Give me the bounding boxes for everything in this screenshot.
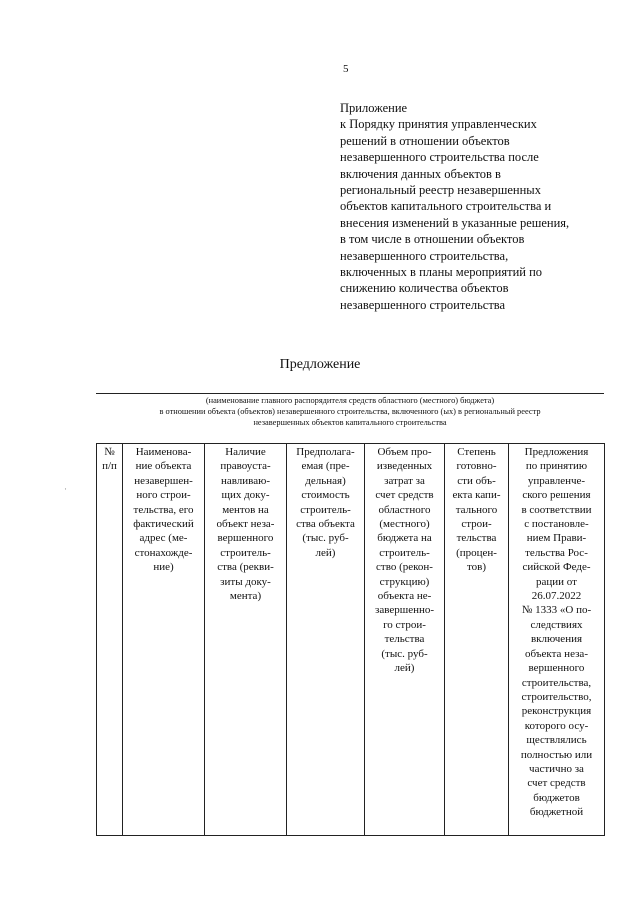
header-cell-line: ние)	[153, 561, 174, 574]
appendix-line: к Порядку принятия управленческих	[340, 117, 537, 132]
appendix-line: незавершенного строительства,	[340, 248, 509, 263]
header-cell-number	[97, 444, 123, 836]
header-cell-readiness	[445, 444, 509, 836]
header-cell-line: фактический	[133, 518, 194, 531]
header-cell-line: струкцию)	[379, 575, 430, 588]
header-cell-line: строитель-	[300, 503, 351, 516]
header-cell-line: ства (рекви-	[217, 561, 274, 574]
appendix-line: объектов капитального строительства и	[340, 199, 552, 214]
header-cell-line: (местного)	[379, 518, 430, 531]
header-cell-line: навливаю-	[220, 474, 270, 487]
header-cell-line: № 1333 «О по-	[521, 604, 592, 617]
header-cell-line: строительство,	[521, 690, 592, 703]
appendix-line: снижению количества объектов	[340, 281, 509, 296]
header-cell-line: го строи-	[383, 618, 426, 631]
caption-line: в отношении объекта (объектов) незавершенного строительства, включенного (ых) в региональный реестр	[159, 407, 541, 416]
header-cell-line: завершенно-	[374, 604, 435, 617]
header-cell-documents	[205, 444, 287, 836]
header-cell-line: 26.07.2022	[531, 590, 582, 603]
header-cell-proposals	[509, 444, 605, 836]
header-cell-line: сти объ-	[457, 474, 496, 487]
table-header-row	[97, 444, 605, 836]
header-cell-line: управленче-	[527, 474, 586, 487]
header-cell-line: тельства	[456, 532, 497, 545]
header-cell-line: сийской Феде-	[522, 561, 591, 574]
header-cell-line: строи-	[461, 518, 492, 531]
header-cell-object-name	[123, 444, 205, 836]
header-cell-line: ного строи-	[136, 489, 191, 502]
header-cell-line: п/п	[102, 460, 117, 473]
header-cell-line: счет средств	[375, 489, 434, 502]
header-cell-line: областного	[378, 503, 431, 516]
header-cell-line: Объем про-	[377, 446, 432, 458]
header-cell-line: объект неза-	[216, 518, 275, 531]
header-cell-line: лей)	[315, 546, 336, 559]
header-cell-line: стоимость	[301, 489, 350, 502]
header-cell-line: ства объекта	[296, 518, 355, 531]
header-cell-line: (процен-	[456, 546, 497, 559]
header-cell-line: включения	[530, 633, 583, 646]
header-cell-line: ство (рекон-	[376, 561, 433, 574]
header-cell-line: Наименова-	[135, 446, 192, 458]
appendix-line: решений в отношении объектов	[340, 133, 510, 148]
header-cell-line: затрат за	[384, 474, 425, 487]
header-cell-line: зиты доку-	[220, 575, 271, 588]
appendix-line: включения данных объектов в	[340, 166, 501, 181]
appendix-line: незавершенного строительства	[340, 297, 506, 312]
header-cell-line: частично за	[529, 762, 584, 775]
appendix-line: незавершенного строительства после	[340, 150, 539, 165]
header-cell-line: екта капи-	[452, 489, 501, 502]
appendix-line: внесения изменений в указанные решения,	[340, 215, 570, 230]
header-cell-line: (тыс. руб-	[302, 532, 349, 545]
header-cell-line: адрес (ме-	[139, 532, 188, 545]
header-cell-line: с постановле-	[524, 518, 589, 531]
signature-line	[96, 393, 604, 394]
header-cell-line: правоуста-	[220, 460, 271, 473]
appendix-line: включенных в планы мероприятий по	[340, 265, 543, 280]
header-cell-line: которого осу-	[524, 719, 589, 732]
header-cell-line: строительства,	[521, 676, 592, 689]
header-cell-line: щих доку-	[221, 489, 270, 502]
header-cell-line: нием Прави-	[526, 532, 587, 545]
header-cell-line: №	[104, 446, 115, 458]
document-title: Предложение	[279, 357, 361, 372]
header-cell-line: вершенного	[528, 662, 585, 675]
header-cell-line: тельства, его	[133, 503, 194, 516]
header-cell-line: вершенного	[217, 532, 274, 545]
appendix-line: в том числе в отношении объектов	[340, 232, 525, 247]
header-cell-line: счет средств	[527, 777, 586, 790]
header-cell-line: (тыс. руб-	[381, 647, 428, 660]
header-cell-line: Степень	[457, 446, 496, 458]
header-cell-line: Предполага-	[296, 446, 355, 458]
proposal-table	[96, 443, 605, 836]
header-cell-line: тельства	[384, 633, 425, 646]
header-cell-line: бюджетной	[529, 806, 584, 819]
header-cell-line: лей)	[394, 662, 415, 675]
header-cell-line: в соответствии	[521, 503, 592, 516]
header-cell-line: бюджета на	[377, 532, 432, 545]
header-cell-expenses	[365, 444, 445, 836]
header-cell-line: рации от	[536, 575, 577, 588]
header-cell-line: бюджетов	[533, 791, 580, 804]
header-cell-line: ние объекта	[135, 460, 192, 473]
header-cell-line: строитель-	[379, 546, 430, 559]
header-cell-line: объекта не-	[377, 590, 432, 603]
header-cell-line: готовно-	[456, 460, 497, 473]
header-cell-line: ществлялись	[526, 734, 587, 747]
margin-mark: ·	[64, 484, 67, 494]
header-cell-line: полностью или	[520, 748, 593, 761]
header-cell-line: изведенных	[376, 460, 433, 473]
header-cell-line: Наличие	[225, 446, 266, 458]
caption-line: незавершенных объектов капитального строительства	[253, 418, 447, 427]
header-cell-line: емая (пре-	[301, 460, 350, 473]
header-cell-line: стонахожде-	[134, 546, 193, 559]
header-cell-line: Предложения	[524, 446, 589, 458]
header-cell-line: строитель-	[220, 546, 271, 559]
header-cell-line: дельная)	[305, 474, 346, 487]
header-cell-line: мента)	[229, 590, 262, 603]
header-cell-line: реконструкция	[521, 705, 592, 718]
header-cell-line: тельства Рос-	[525, 546, 588, 559]
header-cell-estimated-cost	[287, 444, 365, 836]
appendix-block	[340, 100, 602, 313]
header-cell-line: ментов на	[222, 503, 269, 516]
header-cell-line: ского решения	[522, 489, 591, 502]
header-cell-line: тального	[455, 503, 498, 516]
header-cell-line: следствиях	[530, 618, 583, 631]
caption-line: (наименование главного распорядителя средств областного (местного) бюджета)	[205, 396, 495, 405]
appendix-line: Приложение	[340, 101, 408, 115]
header-cell-line: тов)	[466, 561, 487, 574]
header-cell-line: незавершен-	[134, 474, 193, 487]
header-cell-line: объекта неза-	[525, 647, 588, 660]
appendix-line: региональный реестр незавершенных	[340, 183, 541, 198]
header-cell-line: по принятию	[525, 460, 588, 473]
page-number: 5	[343, 63, 349, 75]
